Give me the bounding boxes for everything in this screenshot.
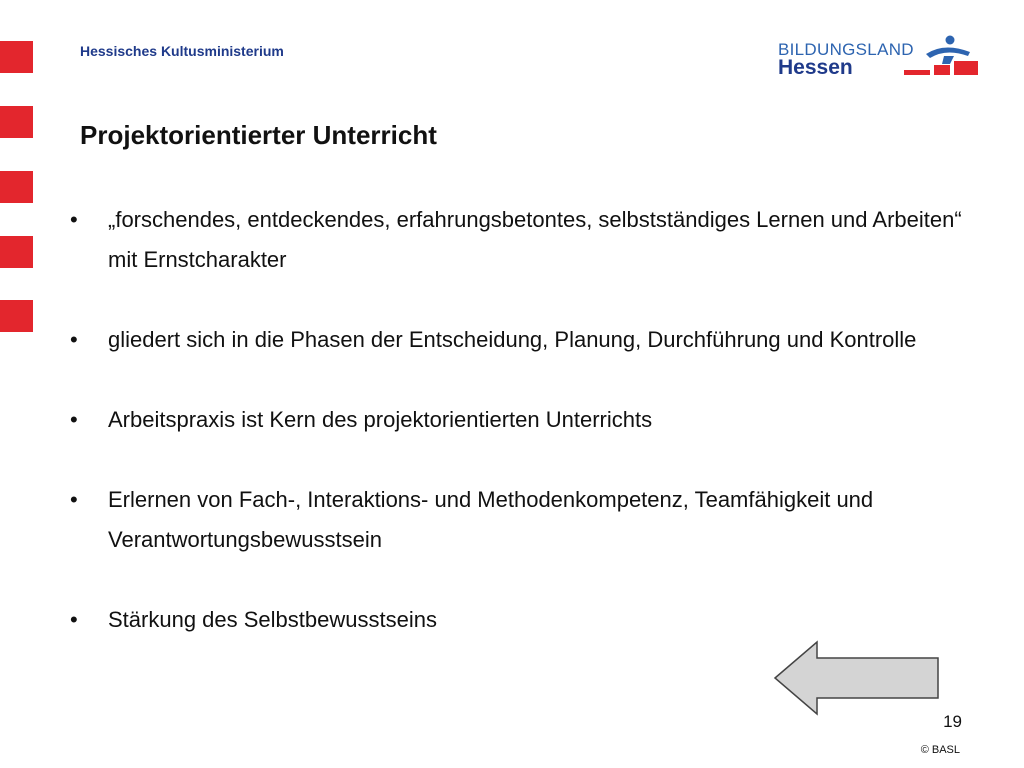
bullet-marker: •: [70, 207, 78, 232]
side-decoration-block: [0, 106, 33, 138]
bullet-item: [70, 480, 970, 560]
ministry-name: Hessisches Kultusministerium: [80, 43, 284, 59]
bullet-marker: •: [70, 607, 78, 632]
bullet-text: Erlernen von Fach-, Interaktions- und Methodenkompetenz, Teamfähigkeit und Verantwortungsbewusstsein: [108, 487, 874, 552]
bullet-marker: •: [70, 327, 78, 352]
bullet-text: Arbeitspraxis ist Kern des projektorientierten Unterrichts: [108, 407, 653, 432]
bullet-text: „forschendes, entdeckendes, erfahrungsbetontes, selbstständiges Lernen und Arbeiten“ mit Ernstcharakter: [108, 207, 962, 272]
bullet-text: gliedert sich in die Phasen der Entscheidung, Planung, Durchführung und Kontrolle: [108, 327, 917, 352]
copyright-notice: © BASL: [920, 744, 960, 756]
logo-top-text: BILDUNGSLAND: [778, 40, 914, 59]
side-decoration-block: [0, 171, 33, 203]
bullet-marker: •: [70, 407, 78, 432]
bullet-marker: •: [70, 487, 78, 512]
bullet-text: Stärkung des Selbstbewusstseins: [108, 607, 437, 632]
bullet-item: [70, 320, 970, 360]
bullet-item: [70, 200, 970, 280]
jumping-figure-icon: [904, 34, 978, 80]
page-number: 19: [943, 712, 962, 731]
bullet-item: [70, 600, 970, 640]
side-decoration-block: [0, 236, 33, 268]
left-arrow-icon[interactable]: [772, 640, 942, 716]
slide-title: Projektorientierter Unterricht: [80, 120, 437, 150]
bullet-list: [70, 200, 970, 680]
logo-bottom-text: Hessen: [778, 56, 853, 79]
side-decoration-block: [0, 41, 33, 73]
side-decoration-block: [0, 300, 33, 332]
bildungsland-hessen-logo: [778, 34, 978, 82]
bullet-item: [70, 400, 970, 440]
